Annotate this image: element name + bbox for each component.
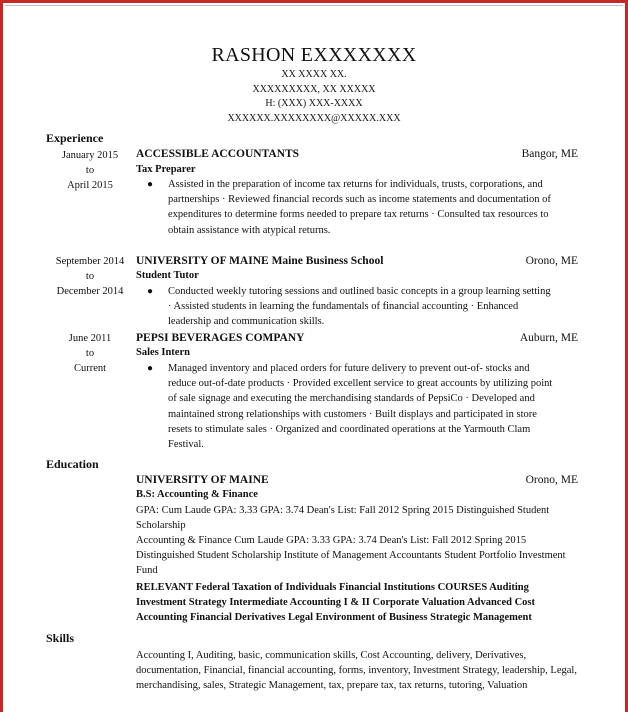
school-name: UNIVERSITY OF MAINE: [136, 474, 269, 486]
section-title-education: Education: [46, 457, 99, 471]
bullet-icon: ●: [147, 179, 154, 190]
job-bullet: [136, 284, 556, 330]
section-title-experience: Experience: [46, 131, 104, 145]
education-details: Accounting & Finance Cum Laude GPA: 3.33 GPA: 3.74 Dean's List: Fall 2012 Spring 2015 Distinguished Student Scholarship Institute of Management Accountants Student Portfolio Investment Fund: [136, 535, 566, 577]
job-dates: [40, 254, 140, 299]
skills-list: Accounting I, Auditing, basic, communication skills, Cost Accounting, delivery, Derivatives, documentation, Financial, financial accounting, forms, inventory, Investment Strategy, leadership, Legal, merchandising, sales, Strategic Management, tax, prepare tax, tax returns, tutoring, Valuation: [136, 650, 577, 692]
address-line-1: XX XXXX XX.: [281, 69, 347, 80]
job-description: Assisted in the preparation of income tax returns for individuals, trusts, corporations, and partnerships · Reviewed financial records such as income statements and documentation of expenditures to determine forms needed to prepare tax returns · Consulted tax resources to obtain assistance with atypical returns.: [168, 179, 551, 236]
date-end: December 2014: [56, 286, 124, 297]
date-start: January 2015: [61, 150, 119, 161]
job-description: Managed inventory and placed orders for future delivery to prevent out-of- stocks and reduce out-of-date products · Provided excellent service to great accounts by utilizing point of sale signage and executing the merchandising standards of PepsiCo · Developed and maintained strong relationships with customers · Built displays and participated in store resets to stimulate sales · Organized and coordinated operations at the Yarmouth Clam Festival.: [168, 363, 553, 451]
job-dates: [40, 331, 140, 376]
job-dates: [40, 148, 140, 193]
date-to: to: [85, 271, 95, 282]
bullet-icon: ●: [147, 363, 154, 374]
education-honors: GPA: Cum Laude GPA: 3.33 GPA: 3.74 Dean's List: Fall 2012 Spring 2015 Distinguished Student Scholarship: [136, 505, 550, 532]
job-bullet: [136, 177, 556, 238]
job-employer: UNIVERSITY OF MAINE Maine Business School: [136, 255, 384, 267]
date-to: to: [85, 348, 95, 359]
job-employer: PEPSI BEVERAGES COMPANY: [136, 332, 305, 344]
degree: B.S: Accounting & Finance: [136, 489, 258, 500]
address-line-2: XXXXXXXXX, XX XXXXX: [252, 84, 376, 95]
date-start: September 2014: [55, 256, 125, 267]
email-address: XXXXXX.XXXXXXXX@XXXXX.XXX: [227, 113, 401, 124]
date-start: June 2011: [68, 333, 112, 344]
candidate-name: RASHON EXXXXXXX: [211, 44, 417, 66]
section-title-skills: Skills: [46, 631, 75, 645]
school-location: Orono, ME: [525, 474, 578, 486]
bullet-icon: ●: [147, 286, 154, 297]
job-description: Conducted weekly tutoring sessions and outlined basic concepts in a group learning setting · Assisted students in learning the fundamentals of financial accounting · Enhanced leadership and communication skills.: [168, 286, 551, 328]
job-title: Tax Preparer: [136, 164, 196, 175]
job-title: Sales Intern: [136, 347, 190, 358]
job-location: Bangor, ME: [521, 148, 578, 160]
job-location: Auburn, ME: [519, 332, 578, 344]
job-bullet: [136, 361, 558, 452]
date-end: Current: [73, 363, 107, 374]
job-employer: ACCESSIBLE ACCOUNTANTS: [136, 148, 300, 160]
job-title: Student Tutor: [136, 270, 199, 281]
phone-number: H: (XXX) XXX-XXXX: [265, 98, 363, 109]
job-location: Orono, ME: [525, 255, 578, 267]
date-to: to: [85, 165, 95, 176]
relevant-courses: RELEVANT Federal Taxation of Individuals Financial Institutions COURSES Auditing Investment Strategy Intermediate Accounting I & II Corporate Valuation Advanced Cost Accounting Financial Derivatives Legal Environment of Business Strategic Management: [136, 582, 535, 624]
date-end: April 2015: [67, 180, 113, 191]
